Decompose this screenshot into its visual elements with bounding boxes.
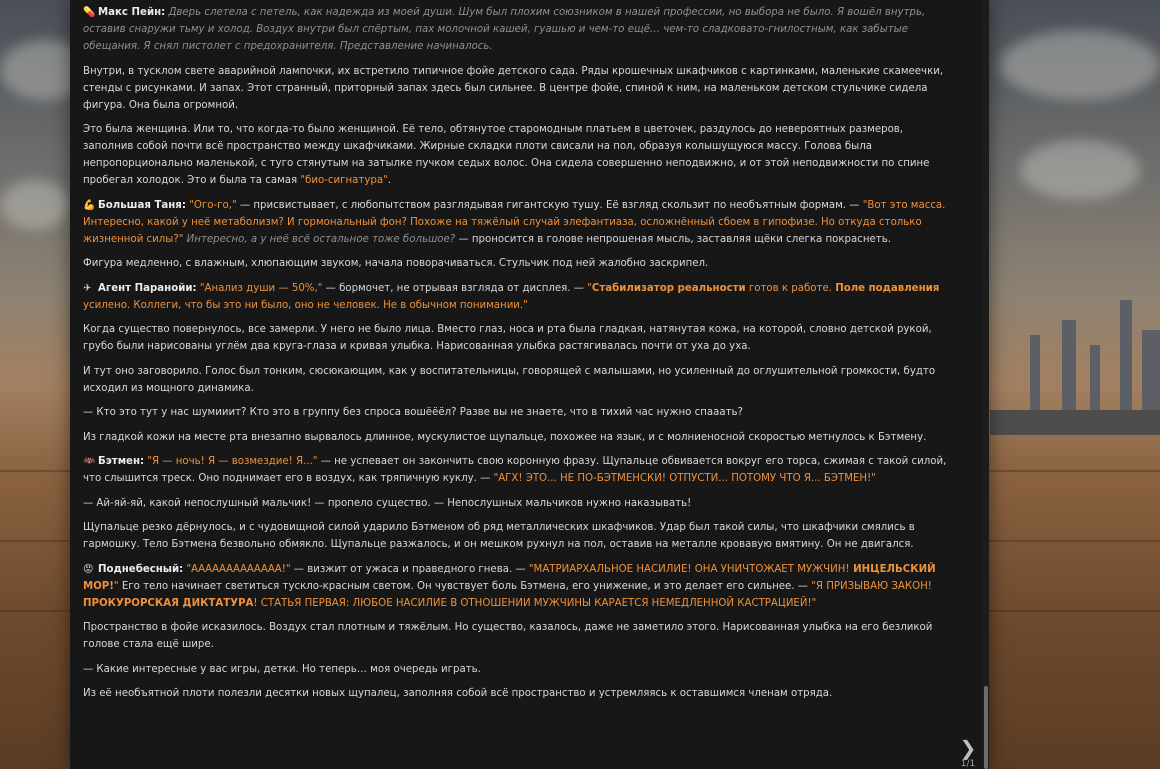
dialogue-quote: "	[587, 282, 592, 294]
story-paragraph: — Кто это тут у нас шумииит? Кто это в группу без спроса вошёёёл? Разве вы не знаете, что в тихий час нужно спааать?	[83, 407, 743, 418]
paragraph-text: — проносится в голове непрошеная мысль, заставляя щёки слегка покраснеть.	[455, 233, 891, 245]
speaker-name: Макс Пейн:	[98, 7, 166, 18]
angry-face-icon: 😡	[83, 563, 94, 575]
bold-term: Поле подавления	[835, 282, 940, 294]
speaker-name: Большая Таня:	[98, 199, 186, 211]
scrollbar-thumb[interactable]	[984, 686, 988, 769]
story-paragraph-max-payne	[83, 4, 955, 55]
paragraph-text: — бормочет, не отрывая взгляда от дисплея. —	[322, 282, 588, 294]
paragraph-text: — присвистывает, с любопытством разглядывая гигантскую тушу. Её взгляд скользит по необъятным формам. —	[236, 199, 863, 211]
highlight-quote: "био-сигнатура"	[300, 175, 388, 186]
story-paragraph: Фигура медленно, с влажным, хлюпающим звуком, начала поворачиваться. Стульчик под ней жалобно заскрипел.	[83, 258, 709, 269]
dialogue-quote: "Я ПРИЗЫВАЮ ЗАКОН!	[811, 580, 932, 592]
story-content	[83, 4, 955, 710]
paragraph-text: .	[387, 175, 392, 186]
story-paragraph: — Какие интересные у вас игры, детки. Но теперь… моя очередь играть.	[83, 663, 481, 675]
story-paragraph: Щупальце резко дёрнулось, и с чудовищной силой ударило Бэтменом об ряд металлических шкафчиков. Удар был такой силы, что шкафчики смялись в гармошку. Тело Бэтмена безвольно обмякло. Щупальце разжалось, и он мешком рухнул на пол, оставив на металле кровавую вмятину. Он не двигался.	[83, 522, 915, 550]
pill-icon: 💊	[83, 7, 96, 18]
story-paragraph	[83, 121, 955, 189]
dialogue-quote: "МАТРИАРХАЛЬНОЕ НАСИЛИЕ! ОНА УНИЧТОЖАЕТ МУЖЧИН!	[528, 563, 850, 575]
paragraph-text: — не успевает он закончить свою коронную фразу. Щупальце обвивается вокруг его торса, сжимая с такой силой, что слышится треск. Оно поднимает его в воздух, как тряпичную куклу. —	[83, 456, 947, 484]
paragraph-text: Его тело начинает светиться тускло-красным светом. Он чувствует боль Бэтмена, его унижение, и это делает его сильнее. —	[118, 580, 812, 592]
story-paragraph: Когда существо повернулось, все замерли. У него не было лица. Вместо глаз, носа и рта была гладкая, натянутая кожа, на которой, словно детской рукой, грубо были нарисованы углём два круга-глаза и кривая улыбка. Нарисованная улыбка растягивалась почти от уха до уха.	[83, 324, 932, 352]
page-counter: 1/1	[960, 759, 976, 769]
bold-term: ПРОКУРОРСКАЯ ДИКТАТУРА	[83, 597, 254, 609]
dialogue-quote: усилено. Коллеги, что бы это ни было, оно не человек. Не в обычном понимании."	[83, 299, 528, 311]
scrollbar[interactable]	[983, 0, 989, 769]
story-paragraph: Из гладкой кожи на месте рта внезапно вырвалось длинное, мускулистое щупальце, похожее на язык, и с молниеносной скоростью метнулось к Бэтмену.	[83, 431, 927, 443]
bold-term: ИНЦЕЛЬСКИЙ МОР!	[83, 563, 936, 592]
chevron-right-icon[interactable]: ❯	[959, 736, 977, 760]
dialogue-quote: "Вот это масса. Интересно, какой у неё метаболизм? И гормональный фон? Похоже на тяжёлый случай элефантиаза, осложнённый сбоем в гипофизе. Но откуда столько жизненной силы?"	[83, 199, 946, 245]
italic-narration: Дверь слетела с петель, как надежда из моей души. Шум был плохим союзником в нашей профессии, но выбора не было. Я вошёл внутрь, оставив снаружи тьму и холод. Воздух внутри был спёртым, пах молочной кашей, гуашью и чем-то ещё… чем-то сладковато-гнилостным, как забытые обещания. Я снял пистолет с предохранителя. Представление начиналось.	[83, 7, 926, 52]
dialogue-quote: ! СТАТЬЯ ПЕРВАЯ: ЛЮБОЕ НАСИЛИЕ В ОТНОШЕНИИ МУЖЧИНЫ КАРАЕТСЯ НЕМЕДЛЕННОЙ КАСТРАЦИЕЙ!"	[253, 597, 817, 609]
speaker-name: Агент Паранойи:	[98, 282, 197, 294]
story-paragraph: И тут оно заговорило. Голос был тонким, сюсюкающим, как у воспитательницы, говорящей с малышами, но усиленный до оглушительной громкости, будто исходил из мощного динамика.	[83, 365, 936, 394]
dialogue-quote: "АГХ! ЭТО... НЕ ПО-БЭТМЕНСКИ! ОТПУСТИ... ПОТОМУ ЧТО Я... БЭТМЕН!"	[493, 473, 876, 484]
flexed-biceps-icon: 💪	[83, 199, 96, 211]
dialogue-quote: "	[113, 580, 119, 592]
story-paragraph-batman	[83, 453, 955, 487]
airplane-icon: ✈	[83, 282, 92, 294]
speaker-name: Поднебесный:	[98, 563, 184, 575]
dialogue-quote: "ААААААААААААА!"	[186, 563, 291, 575]
story-paragraph: Внутри, в тусклом свете аварийной лампочки, их встретило типичное фойе детского сада. Ряды крошечных шкафчиков с картинками, маленькие скамеечки, стенды с рисунками. И запах. Этот странный, приторный запах здесь был сильнее. В центре фойе, спиной к ним, на маленьком детском стульчике сидела фигура. Она была огромной.	[83, 65, 944, 111]
story-paragraph: Из её необъятной плоти полезли десятки новых щупалец, заполняя собой всё пространство и устремляясь к оставшимся членам отряда.	[83, 688, 833, 699]
speaker-name: Бэтмен:	[98, 456, 145, 467]
bat-icon: 🦇	[83, 456, 96, 467]
dialogue-quote: "Я — ночь! Я — возмездие! Я..."	[147, 456, 318, 467]
story-paragraph-paranoia-agent	[83, 280, 955, 314]
dialogue-quote: "Анализ души — 50%,"	[199, 282, 323, 294]
story-paragraph-big-tanya	[83, 197, 955, 248]
dialogue-quote: готов к работе.	[745, 282, 836, 294]
dialogue-quote: "Ого-го,"	[189, 199, 237, 211]
chat-panel	[70, 0, 989, 769]
paragraph-text: Это была женщина. Или то, что когда-то было женщиной. Её тело, обтянутое старомодным платьем в цветочек, раздулось до невероятных размеров, заполнив собой почти всё пространство между шкафчиками. Жирные складки плоти свисали на пол, образуя колышущуюся массу. Голова была непропорционально маленькой, с туго стянутым на затылке пучком седых волос. Она сидела совершенно неподвижно, и от этой неподвижности по спине пробегал холодок. Это и была та самая	[83, 124, 930, 186]
story-paragraph: — Ай-яй-яй, какой непослушный мальчик! — пропело существо. — Непослушных мальчиков нужно наказывать!	[83, 497, 692, 509]
story-paragraph: Пространство в фойе исказилось. Воздух стал плотным и тяжёлым. Но существо, казалось, даже не заметило этого. Нарисованная улыбка на его безликой голове стала ещё шире.	[83, 622, 933, 650]
italic-thought: Интересно, а у неё всё остальное тоже большое?	[183, 233, 456, 245]
bold-term: Стабилизатор реальности	[591, 282, 746, 294]
paragraph-text: — визжит от ужаса и праведного гнева. —	[290, 563, 529, 575]
story-paragraph-podnebesny	[83, 561, 955, 612]
